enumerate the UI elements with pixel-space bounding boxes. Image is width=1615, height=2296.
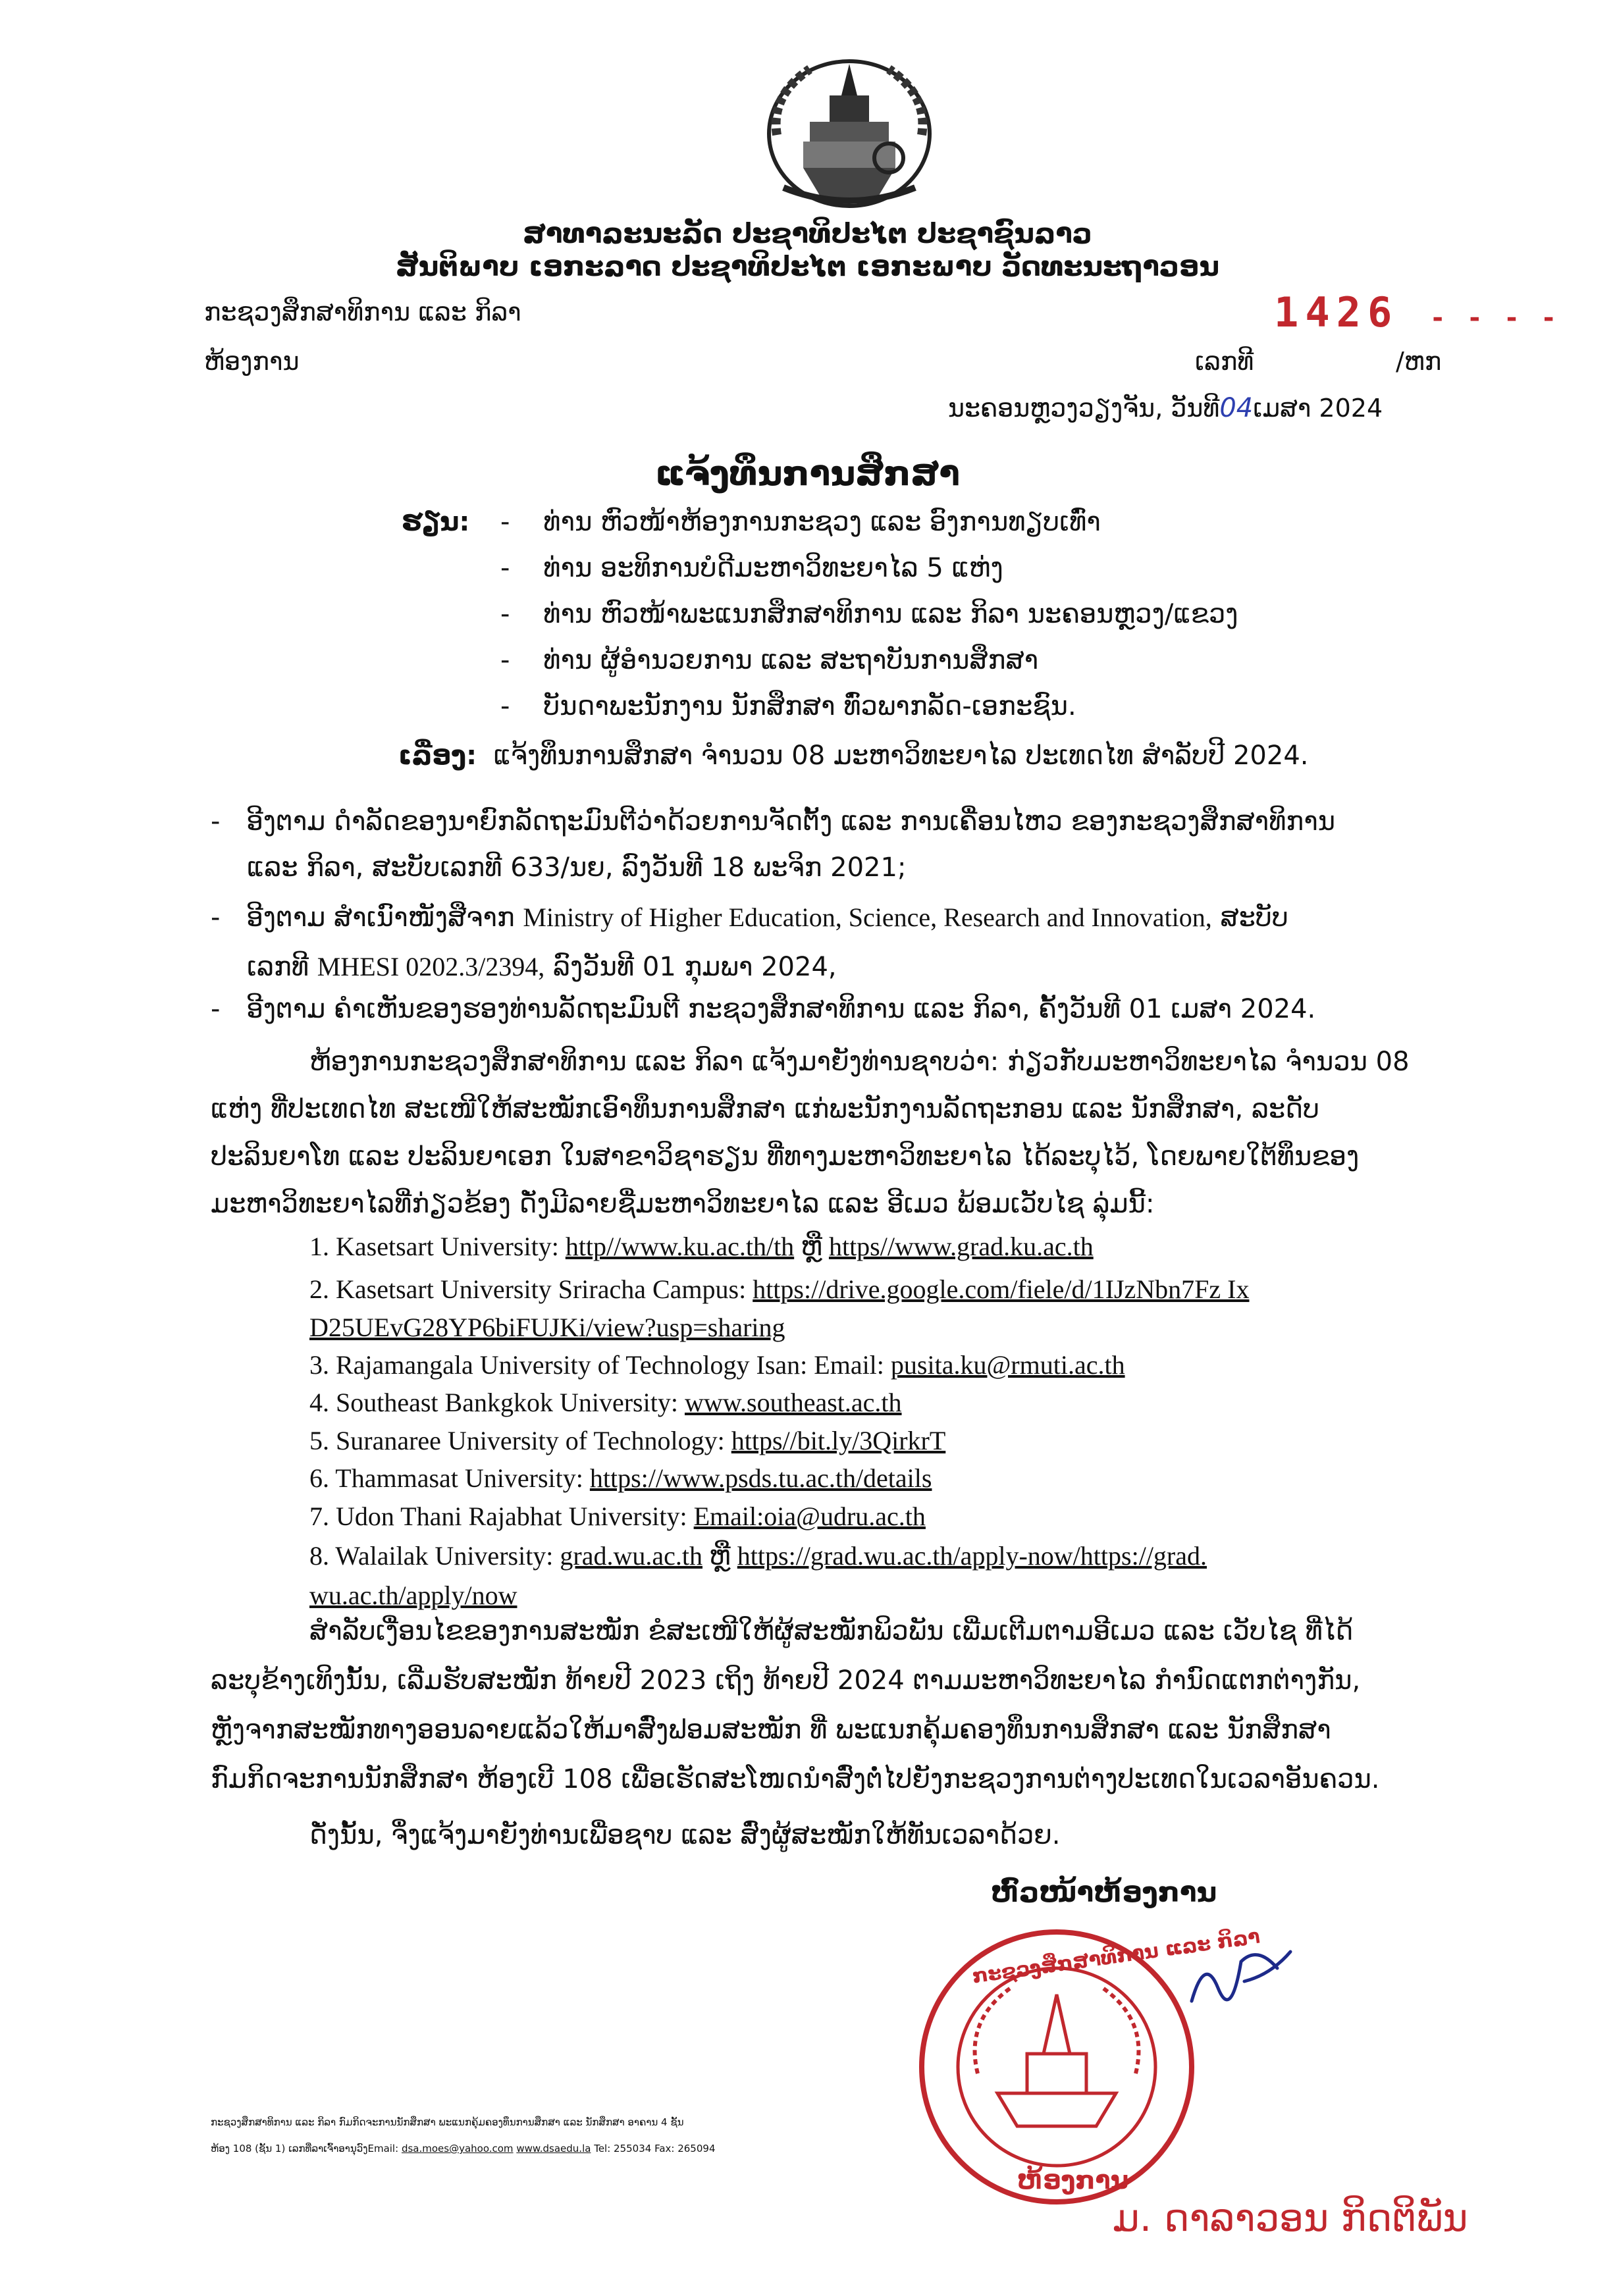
recipient-item: - ທ່ານ ຫົວໜ້າຫ້ອງການກະຊວງ ແລະ ອົງການທຽບເທົ່າ xyxy=(500,507,1101,537)
university-link[interactable]: wu.ac.th/apply/now xyxy=(309,1580,517,1610)
stamp-top-text: ກະຊວງສຶກສາທິການ ແລະ ກິລາ xyxy=(970,1925,1261,1989)
paragraph-3: ດັ່ງນັ້ນ, ຈຶ່ງແຈ້ງມາຍັງທ່ານເພື່ອຊາບ ແລະ ສົ່ງຜູ້ສະໝັກໃຫ້ທັນເວລາດ້ວຍ. xyxy=(309,1820,1061,1850)
paragraph-1-line-1: ຫ້ອງການກະຊວງສຶກສາທິການ ແລະ ກິລາ ແຈ້ງມາຍັງທ່ານຊາບວ່າ: ກ່ຽວກັບມະຫາວິທະຍາໄລ ຈຳນວນ 08 xyxy=(309,1047,1410,1077)
university-item: 5. Suranaree University of Technology: https//bit.ly/3QirkrT xyxy=(309,1426,946,1455)
university-item: 1. Kasetsart University: http//www.ku.ac.th/th ຫຼື https//www.grad.ku.ac.th xyxy=(309,1232,1094,1262)
footer-website-link[interactable]: www.dsaedu.la xyxy=(516,2143,591,2154)
university-link[interactable]: https//bit.ly/3QirkrT xyxy=(731,1426,946,1455)
recipient-item: - ທ່ານ ຜູ້ອຳນວຍການ ແລະ ສະຖາບັນການສຶກສາ xyxy=(500,645,1039,675)
reference-3: - ອີງຕາມ ຄຳເຫັນຂອງຮອງທ່ານລັດຖະມົນຕີ ກະຊວງສຶກສາທິການ ແລະ ກິລາ, ຄັ້ງວັນທີ 01 ເມສາ 2024. xyxy=(211,994,1316,1024)
number-label: ເລກທີ xyxy=(1195,347,1254,376)
reference-1-cont: ແລະ ກິລາ, ສະບັບເລກທີ 633/ນຍ, ລົງວັນທີ 18 ພະຈິກ 2021; xyxy=(247,852,907,883)
handwritten-day: 04 xyxy=(1219,393,1254,423)
republic-line-2: ສັນຕິພາບ ເອກະລາດ ປະຊາທິປະໄຕ ເອກະພາບ ວັດທະນະຖາວອນ xyxy=(395,250,1220,282)
university-link[interactable]: https://drive.google.com/fiele/d/1IJzNbn7Fz Ix xyxy=(753,1274,1250,1304)
university-link[interactable]: https://www.psds.tu.ac.th/details xyxy=(589,1463,932,1493)
university-link[interactable]: pusita.ku@rmuti.ac.th xyxy=(890,1350,1125,1380)
university-link[interactable]: Email:oia@udru.ac.th xyxy=(693,1501,926,1531)
paragraph-2-line-2: ລະບຸຂ້າງເທິງນັ້ນ, ເລີ່ມຮັບສະໝັກ ທ້າຍປີ 2023 ເຖິງ ທ້າຍປີ 2024 ຕາມມະຫາວິທະຍາໄລ ກຳນົດແຕກຕ່າງກັນ, xyxy=(211,1665,1361,1696)
university-link[interactable]: grad.wu.ac.th xyxy=(560,1541,703,1571)
footer-line-1: ກະຊວງສຶກສາທິການ ແລະ ກິລາ ກົມກິດຈະການນັກສຶກສາ ພະແນກຄຸ້ມຄອງທຶນການສຶກສາ ແລະ ນັກສຶກສາ ອາຄານ 4 ຊັ້ນ xyxy=(211,2116,684,2128)
office-label: ຫ້ອງການ xyxy=(204,347,300,376)
university-item: 4. Southeast Bankgkok University: www.southeast.ac.th xyxy=(309,1388,902,1417)
signatory-name: ມ. ດາລາວອນ ກິດຕິພັນ xyxy=(1113,2195,1468,2240)
university-item: 7. Udon Thani Rajabhat University: Email:oia@udru.ac.th xyxy=(309,1501,926,1531)
signatory-title: ຫົວໜ້າຫ້ອງການ xyxy=(991,1876,1217,1908)
reference-2: - ອີງຕາມ ສຳເນົາໜັງສືຈາກ Ministry of Higher Education, Science, Research and Innovation, ສະບັບ xyxy=(211,902,1288,933)
paragraph-2-line-4: ກົມກິດຈະການນັກສຶກສາ ຫ້ອງເບີ 108 ເພື່ອເຮັດສະໂໜດນຳສົ່ງຕໍ່ໄປຍັງກະຊວງການຕ່າງປະເທດໃນເວລາອັນຄວນ. xyxy=(211,1764,1380,1794)
footer-line-2: ຫ້ອງ 108 (ຊັ້ນ 1) ເລກທີ່ລາເຈົ້າອານຸວົງEmail: dsa.moes@yahoo.com www.dsaedu.la Tel: 255034 Fax: 265094 xyxy=(211,2143,716,2154)
handwritten-number: 1426 - - - - xyxy=(1274,288,1560,336)
document-title: ແຈ້ງທຶນການສຶກສາ xyxy=(655,454,960,494)
university-link[interactable]: https//www.grad.ku.ac.th xyxy=(828,1232,1094,1261)
ministry-name: ກະຊວງສຶກສາທິການ ແລະ ກິລາ xyxy=(204,298,521,326)
stamp-bottom-text: ຫ້ອງການ xyxy=(1017,2166,1129,2195)
paragraph-1-line-3: ປະລິນຍາໂທ ແລະ ປະລິນຍາເອກ ໃນສາຂາວິຊາຮຽນ ທີ່ທາງມະຫາວິທະຍາໄລ ໄດ້ລະບຸໄວ້, ໂດຍພາຍໃຕ້ທຶນຂອງ xyxy=(211,1141,1360,1172)
reference-1: - ອີງຕາມ ດຳລັດຂອງນາຍົກລັດຖະມົນຕີວ່າດ້ວຍການຈັດຕັ້ງ ແລະ ການເຄື່ອນໄຫວ ຂອງກະຊວງສຶກສາທິການ xyxy=(211,806,1336,837)
university-item: 6. Thammasat University: https://www.psds.tu.ac.th/details xyxy=(309,1463,932,1493)
recipient-item: - ບັນດາພະນັກງານ ນັກສຶກສາ ທົ່ວພາກລັດ-ເອກະຊົນ. xyxy=(500,691,1076,721)
paragraph-1-line-4: ມະຫາວິທະຍາໄລທີ່ກ່ຽວຂ້ອງ ດັ່ງມີລາຍຊື່ມະຫາວິທະຍາໄລ ແລະ ອີເມວ ພ້ອມເວັບໄຊ ລຸ່ມນີ້: xyxy=(211,1189,1155,1219)
recipients-label: ຮຽນ: xyxy=(402,507,470,537)
paragraph-2-line-3: ຫຼັງຈາກສະໝັກທາງອອນລາຍແລ້ວໃຫ້ມາສົ່ງຟອມສະໝັກ ທີ່ ພະແນກຄຸ້ມຄອງທຶນການສຶກສາ ແລະ ນັກສຶກສາ xyxy=(211,1715,1331,1745)
reference-2-cont: ເລກທີ MHESI 0202.3/2394, ລົງວັນທີ 01 ກຸມພາ 2024, xyxy=(247,952,837,982)
date-line: ນະຄອນຫຼວງວຽງຈັນ, ວັນທີ04ເມສາ 2024 xyxy=(948,393,1383,423)
recipient-item: - ທ່ານ ອະທິການບໍດີມະຫາວິທະຍາໄລ 5 ແຫ່ງ xyxy=(500,553,1003,583)
university-link[interactable]: D25UEvG28YP6biFUJKi/view?usp=sharing xyxy=(309,1313,785,1342)
subject-line: ເລື່ອງ: ແຈ້ງທຶນການສຶກສາ ຈຳນວນ 08 ມະຫາວິທະຍາໄລ ປະເທດໄທ ສຳລັບປີ 2024. xyxy=(398,741,1309,771)
footer-email-link[interactable]: dsa.moes@yahoo.com xyxy=(401,2143,514,2154)
handwritten-signature xyxy=(1178,1942,1297,2021)
university-link[interactable]: www.southeast.ac.th xyxy=(684,1388,902,1417)
republic-line-1: ສາທາລະນະລັດ ປະຊາທິປະໄຕ ປະຊາຊົນລາວ xyxy=(523,217,1092,249)
number-suffix: /ຫກ xyxy=(1396,347,1442,376)
university-item: 8. Walailak University: grad.wu.ac.th ຫຼື https://grad.wu.ac.th/apply-now/https://grad. xyxy=(309,1541,1207,1571)
recipient-item: - ທ່ານ ຫົວໜ້າພະແນກສຶກສາທິການ ແລະ ກິລາ ນະຄອນຫຼວງ/ແຂວງ xyxy=(500,599,1238,629)
paragraph-1-line-2: ແຫ່ງ ທີ່ປະເທດໄທ ສະເໜີໃຫ້ສະໝັກເອົາທຶນການສຶກສາ ແກ່ພະນັກງານລັດຖະກອນ ແລະ ນັກສຶກສາ, ລະດັບ xyxy=(211,1094,1320,1124)
university-link[interactable]: https://grad.wu.ac.th/apply-now/https://grad. xyxy=(737,1541,1207,1571)
university-link-cont xyxy=(309,1580,517,1611)
national-emblem xyxy=(764,56,935,211)
university-item: 2. Kasetsart University Sriracha Campus: https://drive.google.com/fiele/d/1IJzNbn7Fz Ix xyxy=(309,1274,1250,1304)
paragraph-2-line-1: ສຳລັບເງື່ອນໄຂຂອງການສະໝັກ ຂໍສະເໜີໃຫ້ຜູ້ສະໝັກພິວພັນ ເພີ່ມເຕີມຕາມອີເມວ ແລະ ເວັບໄຊ ທີ່ໄດ້ xyxy=(309,1616,1354,1646)
university-item: 3. Rajamangala University of Technology Isan: Email: pusita.ku@rmuti.ac.th xyxy=(309,1350,1125,1380)
university-link[interactable]: http//www.ku.ac.th/th xyxy=(565,1232,795,1261)
university-link-cont xyxy=(309,1312,785,1343)
